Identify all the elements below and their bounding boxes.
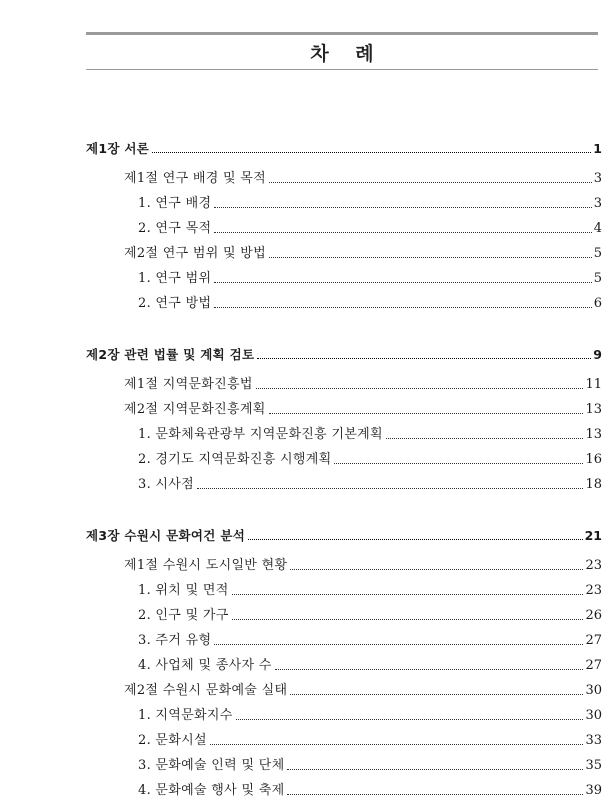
dot-leader [210,744,584,745]
toc-entry-label: 4. 문화예술 행사 및 축제 [138,783,285,798]
toc-page-number: 1 [593,141,602,156]
dot-leader [214,644,583,645]
dot-leader [275,669,584,670]
toc-item-3-2-1[interactable] [138,706,602,726]
dot-leader [256,388,584,389]
toc-page-number: 6 [593,296,602,311]
toc-page-number: 18 [585,477,602,492]
toc-item-3-2-4[interactable] [138,781,602,801]
toc-entry-label: 제1장 서론 [86,141,150,156]
dot-leader [248,539,583,540]
toc-item-3-1-3[interactable] [138,631,602,651]
dot-leader [197,488,583,489]
toc-entry-label: 제2절 지역문화진흥계획 [124,402,266,417]
toc-item-1-2-1[interactable] [138,269,602,289]
toc-page-number: 3 [593,196,602,211]
toc-page-number: 33 [585,733,602,748]
toc-section-2-2[interactable] [124,400,602,420]
dot-leader [269,182,592,183]
toc-entry-label: 제2절 연구 범위 및 방법 [124,246,267,261]
toc-entry-label: 제2장 관련 법률 및 계획 검토 [86,347,255,362]
toc-section-1-1[interactable] [124,169,602,189]
toc-page-number: 23 [585,558,602,573]
dot-leader [386,438,584,439]
toc-page-number: 39 [585,783,602,798]
toc-entry-label: 2. 연구 방법 [138,296,212,311]
toc-entry-label: 2. 인구 및 가구 [138,608,229,623]
toc-entry-label: 1. 문화체육관광부 지역문화진흥 기본계획 [138,427,383,442]
dot-leader [334,463,583,464]
toc-page-number: 26 [585,608,602,623]
toc-entry-label: 제3장 수원시 문화여건 분석 [86,528,246,543]
toc-section-1-2[interactable] [124,244,602,264]
toc-page-number: 13 [585,402,602,417]
toc-entry-label: 제1절 연구 배경 및 목적 [124,171,267,186]
toc-header [86,32,598,70]
toc-chapter-2[interactable] [86,345,602,365]
dot-leader [214,307,591,308]
toc-item-3-1-2[interactable] [138,606,602,626]
toc-item-3-1-4[interactable] [138,656,602,676]
toc-section-2-1[interactable] [124,375,602,395]
toc-item-3-2-2[interactable] [138,731,602,751]
toc-page-number: 13 [585,427,602,442]
toc-item-1-1-1[interactable] [138,194,602,214]
toc-item-2-2-2[interactable] [138,450,602,470]
dot-leader [152,152,591,153]
toc-item-2-2-1[interactable] [138,425,602,445]
dot-leader [269,257,592,258]
toc-section-3-2[interactable] [124,681,602,701]
toc-page-number: 16 [585,452,602,467]
dot-leader [290,569,583,570]
toc-entry-label: 제1절 지역문화진흥법 [124,377,253,392]
toc-page-number: 23 [585,583,602,598]
dot-leader [214,207,591,208]
dot-leader [214,282,591,283]
toc-chapter-1[interactable] [86,139,602,159]
toc-chapter-3[interactable] [86,526,602,546]
toc-page-number: 5 [593,246,602,261]
toc-entry-label: 제2절 수원시 문화예술 실태 [124,683,288,698]
dot-leader [232,594,584,595]
toc-section-3-1[interactable] [124,556,602,576]
toc-entry-label: 3. 주거 유형 [138,633,212,648]
toc-entry-label: 1. 지역문화지수 [138,708,233,723]
dot-leader [214,232,591,233]
toc-page-number: 9 [593,347,602,362]
toc-page-number: 4 [593,221,602,236]
toc-page-number: 27 [585,658,602,673]
toc-entry-label: 1. 위치 및 면적 [138,583,229,598]
dot-leader [236,719,584,720]
toc-page-number: 5 [593,271,602,286]
toc-item-2-2-3[interactable] [138,475,602,495]
toc-entry-label: 2. 경기도 지역문화진흥 시행계획 [138,452,332,467]
toc-entry-label: 2. 문화시설 [138,733,207,748]
toc-item-1-1-2[interactable] [138,219,602,239]
dot-leader [269,413,584,414]
toc-page-number: 27 [585,633,602,648]
dot-leader [287,769,583,770]
toc-entry-label: 4. 사업체 및 종사자 수 [138,658,272,673]
dot-leader [287,794,583,795]
toc-item-3-2-3[interactable] [138,756,602,776]
toc-item-1-2-2[interactable] [138,294,602,314]
toc-item-3-1-1[interactable] [138,581,602,601]
page-title: 차 례 [310,42,384,65]
toc-entry-label: 2. 연구 목적 [138,221,212,236]
toc-page-number: 35 [585,758,602,773]
toc-page-number: 11 [585,377,602,392]
toc-page-number: 21 [584,528,602,543]
dot-leader [290,694,583,695]
toc-entry-label: 제1절 수원시 도시일반 현황 [124,558,288,573]
dot-leader [232,619,584,620]
toc-page-number: 30 [585,708,602,723]
toc-entry-label: 1. 연구 배경 [138,196,212,211]
toc-entry-label: 3. 시사점 [138,477,195,492]
dot-leader [257,358,591,359]
toc-entry-label: 3. 문화예술 인력 및 단체 [138,758,285,773]
toc-page-number: 3 [593,171,602,186]
toc-page-number: 30 [585,683,602,698]
toc-entry-label: 1. 연구 범위 [138,271,212,286]
